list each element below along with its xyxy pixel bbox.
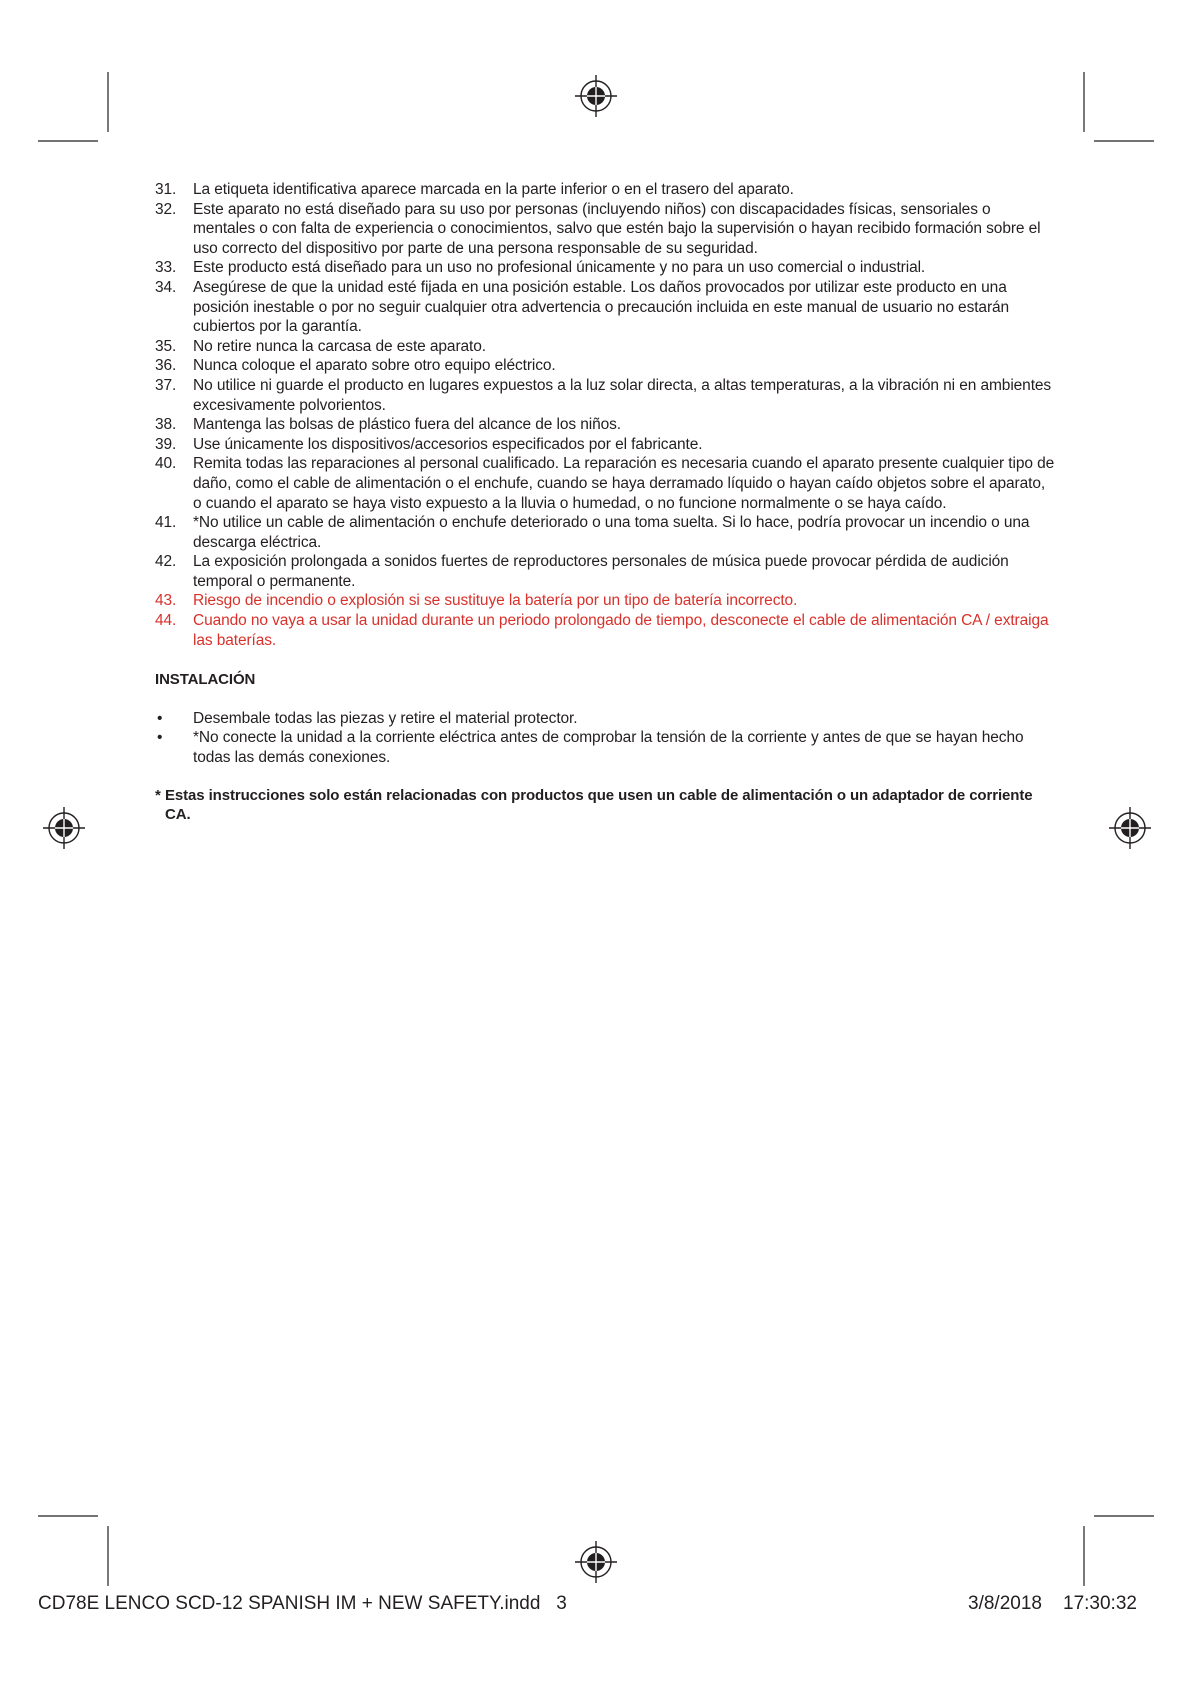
item-number: 41.	[155, 514, 177, 532]
item-number: 32.	[155, 200, 177, 218]
registration-mark-right	[1109, 807, 1151, 849]
footnote-text: Estas instrucciones solo están relacionadas con productos que usen un cable de alimentación o un adaptador de corriente CA.	[165, 786, 1033, 824]
item-text: Mantenga las bolsas de plástico fuera del alcance de los niños.	[193, 416, 621, 434]
item-number: 36.	[155, 357, 177, 375]
item-text: La exposición prolongada a sonidos fuertes de reproductores personales de música puede provocar pérdida de audición temporal o permanente.	[193, 553, 1009, 590]
asterisk-icon: *	[155, 786, 161, 804]
list-item	[155, 278, 1055, 337]
item-number: 44.	[155, 612, 177, 630]
item-text: Riesgo de incendio o explosión si se sustituye la batería por un tipo de batería incorrecto.	[193, 592, 798, 610]
section-heading: INSTALACIÓN	[155, 671, 256, 689]
list-item	[155, 454, 1055, 513]
item-number: 43.	[155, 592, 177, 610]
slug-date: 3/8/2018	[968, 1593, 1042, 1614]
item-number: 33.	[155, 259, 177, 277]
bullet-item	[155, 728, 1055, 767]
list-item	[155, 513, 1055, 552]
registration-mark-top	[575, 75, 617, 117]
list-item-warning	[155, 611, 1055, 650]
item-number: 38.	[155, 416, 177, 434]
list-item	[155, 415, 1055, 435]
list-item	[155, 258, 1055, 278]
slug-filename: CD78E LENCO SCD-12 SPANISH IM + NEW SAFETY.indd 3	[38, 1593, 567, 1614]
item-text: La etiqueta identificativa aparece marcada en la parte inferior o en el trasero del aparato.	[193, 181, 794, 198]
safety-instructions	[155, 180, 1055, 825]
item-text: Este aparato no está diseñado para su uso por personas (incluyendo niños) con discapacidades físicas, sensoriales o mentales o con falta de experiencia o conocimientos, salvo que estén bajo la supervisión o hayan recibido formación sobre el uso correcto del dispositivo por parte de una persona responsable de su seguridad.	[193, 200, 1041, 257]
bullet-text: Desembale todas las piezas y retire el material protector.	[193, 709, 578, 727]
item-number: 42.	[155, 553, 177, 571]
list-item-warning	[155, 591, 1055, 611]
item-text: Nunca coloque el aparato sobre otro equipo eléctrico.	[193, 357, 556, 375]
item-number: 40.	[155, 455, 177, 473]
registration-mark-left	[43, 807, 85, 849]
footnote	[155, 786, 1055, 825]
bullet-item	[155, 709, 1055, 729]
list-item	[155, 552, 1055, 591]
item-number: 34.	[155, 278, 177, 296]
item-text: Remita todas las reparaciones al personal cualificado. La reparación es necesaria cuando el aparato presente cualquier tipo de daño, como el cable de alimentación o el enchufe, cuando se haya derramado líquido o hayan caído objetos sobre el aparato, o cuando el aparato se haya visto expuesto a la lluvia o humedad, o no funcione normalmente o se haya caído.	[193, 455, 1055, 512]
list-item	[155, 356, 1055, 376]
list-item	[155, 435, 1055, 455]
list-item	[155, 337, 1055, 357]
item-number: 39.	[155, 435, 177, 453]
item-number: 31.	[155, 181, 177, 198]
bullet-icon: •	[157, 709, 163, 727]
bullet-icon: •	[157, 729, 163, 747]
list-item	[155, 376, 1055, 415]
item-text: Cuando no vaya a usar la unidad durante un periodo prolongado de tiempo, desconecte el cable de alimentación CA / extraiga las baterías.	[193, 612, 1049, 649]
item-text: Asegúrese de que la unidad esté fijada en una posición estable. Los daños provocados por utilizar este producto en una posición inestable o por no seguir cualquier otra advertencia o precaución incluida en este manual de usuario no estarán cubiertos por la garantía.	[193, 278, 1010, 336]
item-number: 35.	[155, 337, 177, 355]
slug-time: 17:30:32	[1063, 1593, 1137, 1614]
item-number: 37.	[155, 376, 177, 394]
list-item	[155, 200, 1055, 259]
item-text: Este producto está diseñado para un uso no profesional únicamente y no para un uso comercial o industrial.	[193, 259, 926, 277]
item-text: No retire nunca la carcasa de este aparato.	[193, 337, 486, 355]
item-text: No utilice ni guarde el producto en lugares expuestos a la luz solar directa, a altas temperaturas, a la vibración ni en ambientes excesivamente polvorientos.	[193, 376, 1052, 414]
item-text: Use únicamente los dispositivos/accesorios especificados por el fabricante.	[193, 435, 703, 453]
list-item	[155, 180, 1055, 200]
item-text: *No utilice un cable de alimentación o enchufe deteriorado o una toma suelta. Si lo hace, podría provocar un incendio o una descarga eléctrica.	[193, 514, 1030, 551]
bullet-text: *No conecte la unidad a la corriente eléctrica antes de comprobar la tensión de la corriente y antes de que se hayan hecho todas las demás conexiones.	[193, 729, 1024, 767]
registration-mark-bottom	[575, 1541, 617, 1583]
